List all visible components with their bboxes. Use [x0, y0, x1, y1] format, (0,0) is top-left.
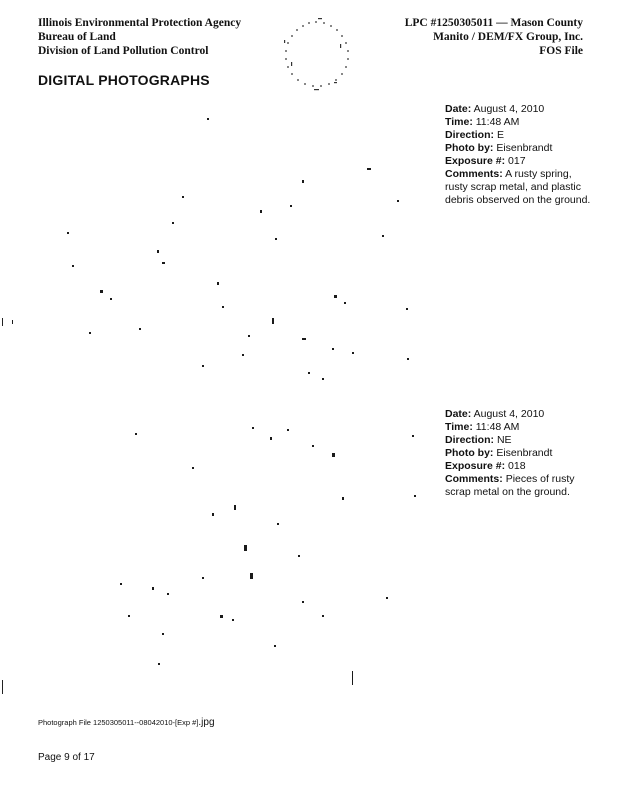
- photo-1: [12, 110, 432, 400]
- photo-1-exposure: 017: [508, 155, 526, 167]
- photo-2-date: August 4, 2010: [473, 408, 545, 420]
- photo-1-comments: A rusty spring, rusty scrap metal, and plastic debris observed on the ground.: [445, 168, 591, 206]
- date-label: Date:: [445, 103, 472, 115]
- page-number: Page 9 of 17: [38, 752, 95, 763]
- photo-1-comments-row: [445, 168, 595, 207]
- comments-label: Comments:: [445, 473, 503, 485]
- agency-header: [38, 16, 241, 58]
- photo-2: [12, 405, 432, 695]
- agency-name: Illinois Environmental Protection Agency: [38, 17, 242, 29]
- photo-2-comments: Pieces of rusty scrap metal on the ground.: [445, 473, 575, 498]
- photo-2-time: 11:48 AM: [475, 421, 520, 433]
- bureau-name: Bureau of Land: [38, 31, 116, 43]
- site-header: [405, 16, 583, 58]
- exposure-label: Exposure #:: [445, 155, 506, 167]
- photo-1-photographer-row: [445, 142, 595, 155]
- photo-2-photographer-row: [445, 447, 595, 460]
- photo-1-photographer: Eisenbrandt: [496, 142, 553, 154]
- photo-1-direction-row: [445, 129, 595, 142]
- photo-1-date-row: [445, 103, 595, 116]
- time-label: Time:: [445, 116, 473, 128]
- photograph-file-extension: .jpg: [198, 717, 215, 728]
- photo-2-date-row: [445, 408, 595, 421]
- photo-by-label: Photo by:: [445, 447, 494, 459]
- photo-1-caption: [445, 103, 595, 207]
- file-type: FOS File: [539, 45, 583, 57]
- photograph-file-path: Photograph File 1250305011--08042010-[Exp #]: [38, 718, 199, 727]
- lpc-number: LPC #1250305011 — Mason County: [404, 17, 583, 29]
- photo-2-photographer: Eisenbrandt: [496, 447, 553, 459]
- page-title: DIGITAL PHOTOGRAPHS: [38, 72, 210, 88]
- division-name: Division of Land Pollution Control: [38, 45, 209, 57]
- photo-1-direction: E: [496, 129, 504, 141]
- photo-1-date: August 4, 2010: [473, 103, 545, 115]
- direction-label: Direction:: [445, 129, 495, 141]
- photograph-file-name: [38, 717, 215, 728]
- direction-label: Direction:: [445, 434, 495, 446]
- scan-edge-mark: [2, 318, 3, 326]
- exposure-label: Exposure #:: [445, 460, 506, 472]
- photo-2-caption: [445, 408, 595, 499]
- photo-2-comments-row: [445, 473, 595, 499]
- photo-1-time: 11:48 AM: [475, 116, 520, 128]
- photo-by-label: Photo by:: [445, 142, 494, 154]
- date-label: Date:: [445, 408, 472, 420]
- photo-1-time-row: [445, 116, 595, 129]
- photo-2-direction: NE: [496, 434, 512, 446]
- agency-seal-icon: [276, 16, 356, 96]
- comments-label: Comments:: [445, 168, 503, 180]
- scan-edge-mark: [2, 680, 3, 694]
- photo-2-exposure-row: [445, 460, 595, 473]
- photo-2-exposure: 018: [508, 460, 526, 472]
- photo-1-exposure-row: [445, 155, 595, 168]
- photo-2-time-row: [445, 421, 595, 434]
- time-label: Time:: [445, 421, 473, 433]
- photo-2-direction-row: [445, 434, 595, 447]
- site-name: Manito / DEM/FX Group, Inc.: [433, 31, 583, 43]
